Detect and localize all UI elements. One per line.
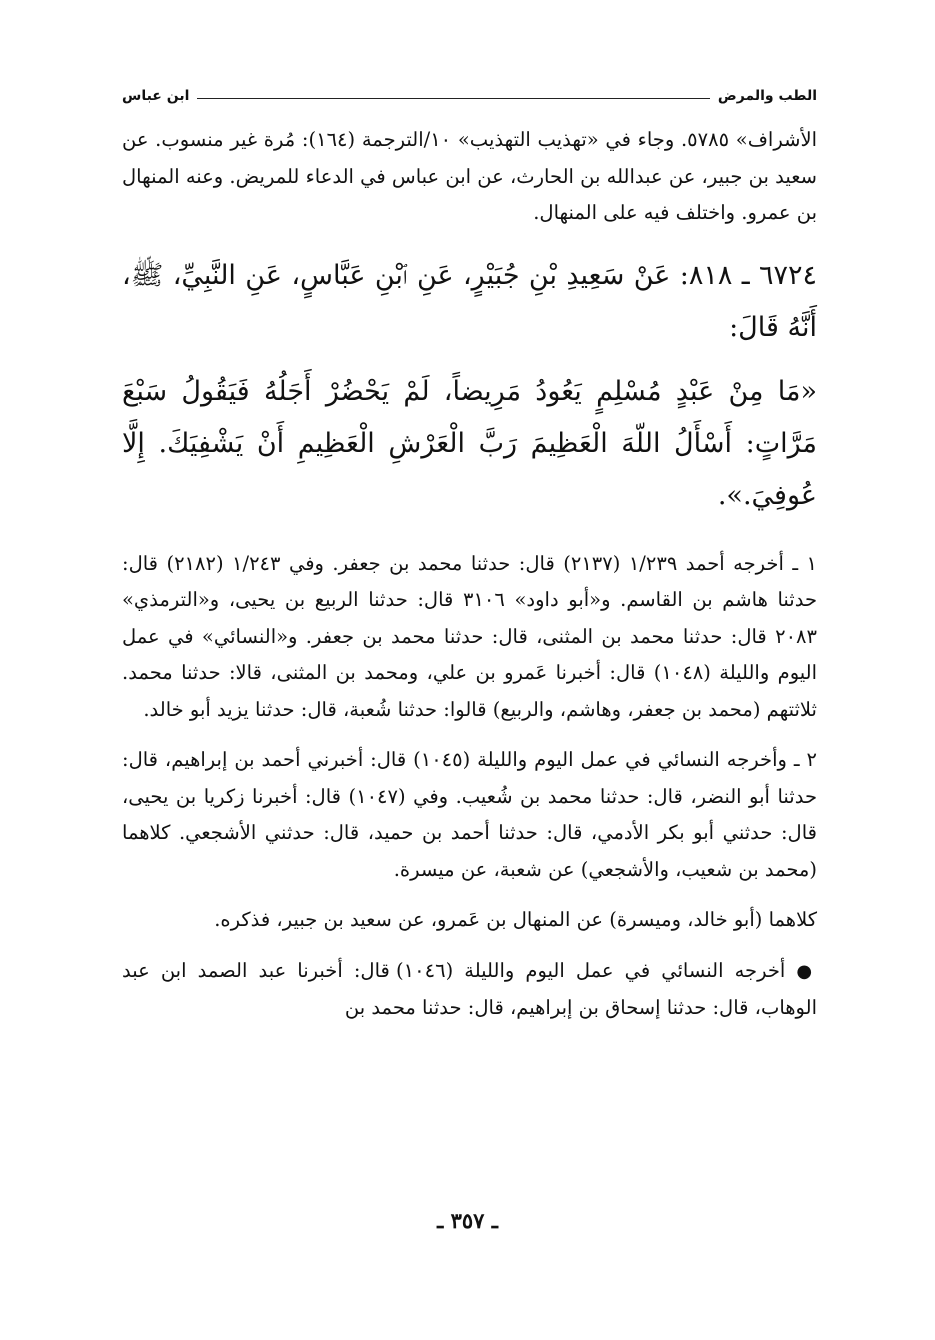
footnote-3: كلاهما (أبو خالد، وميسرة) عن المنهال بن عَمرو، عن سعيد بن جبير، فذكره.: [214, 908, 817, 931]
header-section-title: ابن عباس: [122, 88, 190, 104]
bullet-note: [122, 953, 817, 1027]
page-number: ـ ٣٥٧ ـ: [437, 1208, 498, 1233]
bullet-note-text: أخرجه النسائي في عمل اليوم والليلة (١٠٤٦) قال: أخبرنا عبد الصمد ابن عبد الوهاب، قال: حدثنا إسحاق بن إبراهيم، قال: حدثنا محمد بن: [122, 958, 817, 1019]
running-header: [122, 88, 817, 104]
footnote-2: ٢ ـ وأخرجه النسائي في عمل اليوم والليلة (١٠٤٥) قال: أخبرني أحمد بن إبراهيم، قال: حدثنا أبو النضر، قال: حدثنا محمد بن شُعيب. وفي (١٠٤٧) قال: أخبرنا زكريا بن يحيى، قال: حدثني أبو بكر الأدمي، قال: حدثنا أحمد بن حميد، قال: حدثني الأشجعي. كلاهما (محمد بن شعيب، والأشجعي) عن شعبة، عن ميسرة.: [122, 748, 818, 881]
hadith-text: «مَا مِنْ عَبْدٍ مُسْلِمٍ يَعُودُ مَرِيضاً، لَمْ يَحْضُرْ أَجَلُهُ فَيَقُولُ سَبْعَ مَرَّاتٍ: أَسْأَلُ اللّهَ الْعَظِيمَ رَبَّ الْعَرْشِ الْعَظِيمِ أَنْ يَشْفِيَكَ. إِلَّا عُوفِيَ.».: [122, 375, 817, 511]
intro-paragraph: الأشراف» ٥٧٨٥. وجاء في «تهذيب التهذيب» ١٠/الترجمة (١٦٤): مُرة غير منسوب. عن سعيد بن جبير، عن عبدالله بن الحارث، عن ابن عباس في الدعاء للمريض. وعنه المنهال بن عمرو. واختلف فيه على المنهال.: [122, 128, 817, 224]
hadith-intro: ٦٧٢٤ ـ ٨١٨: عَنْ سَعِيدِ بْنِ جُبَيْرٍ، عَنِ ٱبْنِ عَبَّاسٍ، عَنِ النَّبِيِّ، ﷺ، أَنَّهُ قَالَ:: [122, 259, 817, 343]
footnote-1: ١ ـ أخرجه أحمد ١/٢٣٩ (٢١٣٧) قال: حدثنا محمد بن جعفر. وفي ١/٢٤٣ (٢١٨٢) قال: حدثنا هاشم بن القاسم. و«أبو داود» ٣١٠٦ قال: حدثنا الربيع بن يحيى، و«الترمذي» ٢٠٨٣ قال: حدثنا محمد بن المثنى، قال: حدثنا محمد بن جعفر. و«النسائي» في عمل اليوم والليلة (١٠٤٨) قال: أخبرنا عَمرو بن علي، ومحمد بن المثنى، قالا: حدثنا محمد. ثلاثتهم (محمد بن جعفر، وهاشم، والربيع) قالوا: حدثنا شُعبة، قال: حدثنا يزيد أبو خالد.: [122, 551, 818, 721]
header-chapter-title: الطب والمرض: [717, 88, 817, 104]
bullet-icon: ●: [796, 960, 818, 982]
header-rule: [197, 98, 710, 99]
page-body: [122, 122, 817, 1027]
